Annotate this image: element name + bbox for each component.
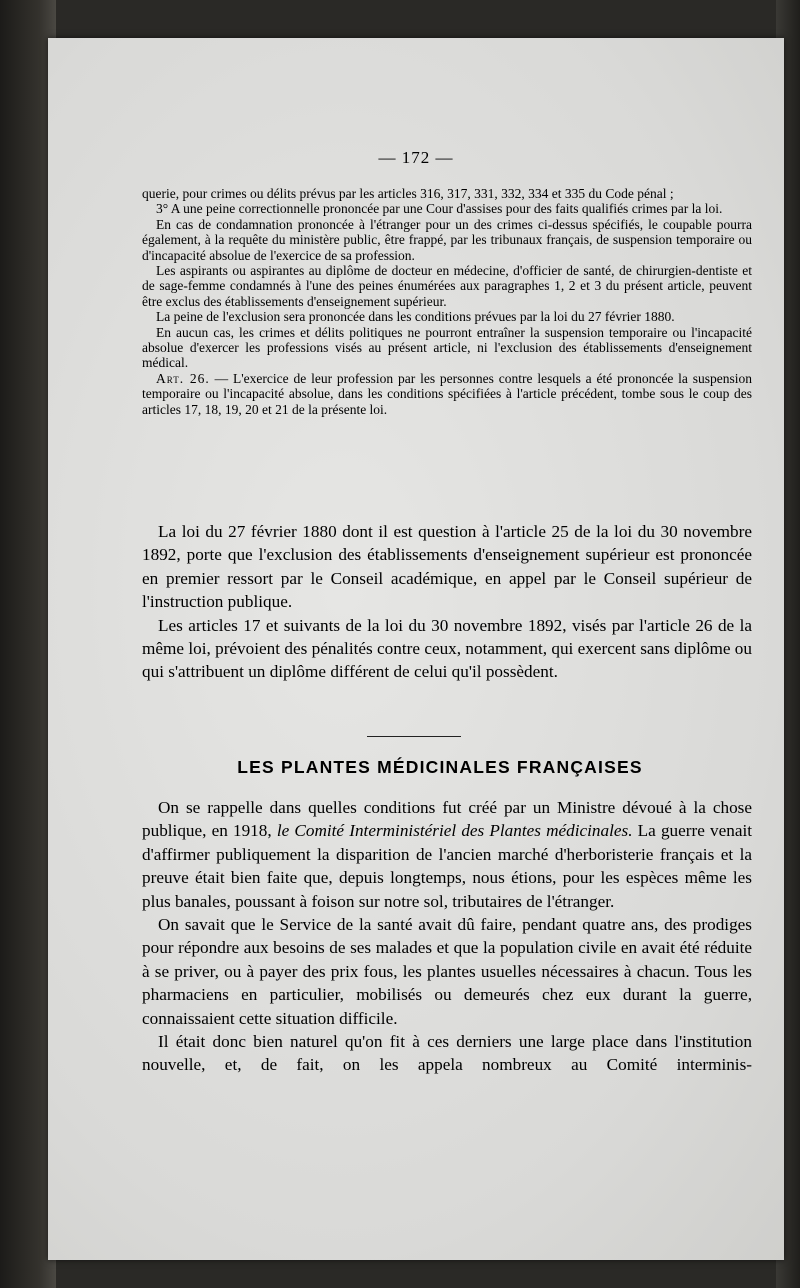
article-label: Art. 26. <box>156 370 210 386</box>
committee-name: le Comité Interministériel des Plantes médicinales. <box>276 821 633 841</box>
article-text: On se rappelle dans quelles conditions fut créé par un Ministre dévoué à la chose publique, en 1918, <box>142 798 752 841</box>
article-paragraph: Il était donc bien naturel qu'on fit à ces derniers une large place dans l'institution nouvelle, et, de fait, on les appela nombreux au Comité interminis- <box>142 1032 752 1075</box>
article-text: La guerre venait d'affirmer publiquement la disparition de l'ancien marché d'herboristerie français et la preuve était bien faite que, depuis longtemps, nous étions, pour les espèces même les plus banales, poussant à foison sur notre sol, tributaires de l'étranger. <box>142 821 753 911</box>
law-text-block <box>142 186 752 417</box>
article-body <box>142 796 752 1077</box>
law-paragraph: En cas de condamnation prononcée à l'étranger pour un des crimes ci-dessus spécifiés, le coupable pourra également, à la requête du ministère public, être frappé, par les tribunaux français, de suspension temporaire ou d'incapacité absolue de l'exercice de sa profession. <box>142 216 752 263</box>
page-number: — 172 — <box>378 148 454 167</box>
law-paragraph: Les aspirants ou aspirantes au diplôme de docteur en médecine, d'officier de santé, de chirurgien-dentiste et de sage-femme condamnés à l'une des peines énumérées aux paragraphes 1, 2 et 3 du présent article, peuvent être exclus des établissements d'enseignement supérieur. <box>142 263 752 309</box>
commentary-paragraph: La loi du 27 février 1880 dont il est question à l'article 25 de la loi du 30 novembre 1892, porte que l'exclusion des établissements d'enseignement supérieur est prononcée en premier ressort par le Conseil académique, en appel par le Conseil supérieur de l'instruction publique. <box>142 522 752 612</box>
section-divider <box>367 736 461 737</box>
commentary-block <box>142 520 752 684</box>
law-article-26 <box>142 371 752 417</box>
article-text: — L'exercice de leur profession par les personnes contre lesquels a été prononcée la suspension temporaire ou l'incapacité absolue, dans les conditions spécifiées à l'article précédent, tombe sous le coup des articles 17, 18, 19, 20 et 21 de la présente loi. <box>142 370 752 417</box>
article-paragraph: On savait que le Service de la santé avait dû faire, pendant quatre ans, des prodiges pour répondre aux besoins de ses malades et que la population civile en avait été réduite à se priver, ou à payer des prix fous, les plantes usuelles nécessaires à chacun. Tous les pharmaciens en particulier, mobilisés ou demeurés chez eux durant la guerre, connaissaient cette situation difficile. <box>142 915 752 1028</box>
law-paragraph: querie, pour crimes ou délits prévus par les articles 316, 317, 331, 332, 334 et 335 du Code pénal ; <box>142 186 674 201</box>
law-paragraph: La peine de l'exclusion sera prononcée dans les conditions prévues par la loi du 27 février 1880. <box>156 309 675 325</box>
law-paragraph: En aucun cas, les crimes et délits politiques ne pourront entraîner la suspension temporaire ou l'incapacité absolue d'exercer les professions visés au présent article, ni l'exclusion des établissements d'enseignement médical. <box>142 324 752 371</box>
commentary-paragraph: Les articles 17 et suivants de la loi du 30 novembre 1892, visés par l'article 26 de la même loi, prévoient des pénalités contre ceux, notamment, qui exercent sans diplôme ou qui s'attribuent un diplôme différent de celui qu'il possèdent. <box>142 615 752 682</box>
law-paragraph: 3° A une peine correctionnelle prononcée par une Cour d'assises pour des faits qualifiés crimes par la loi. <box>156 201 723 217</box>
section-heading: LES PLANTES MÉDICINALES FRANÇAISES <box>237 757 643 777</box>
article-paragraph <box>142 796 752 913</box>
